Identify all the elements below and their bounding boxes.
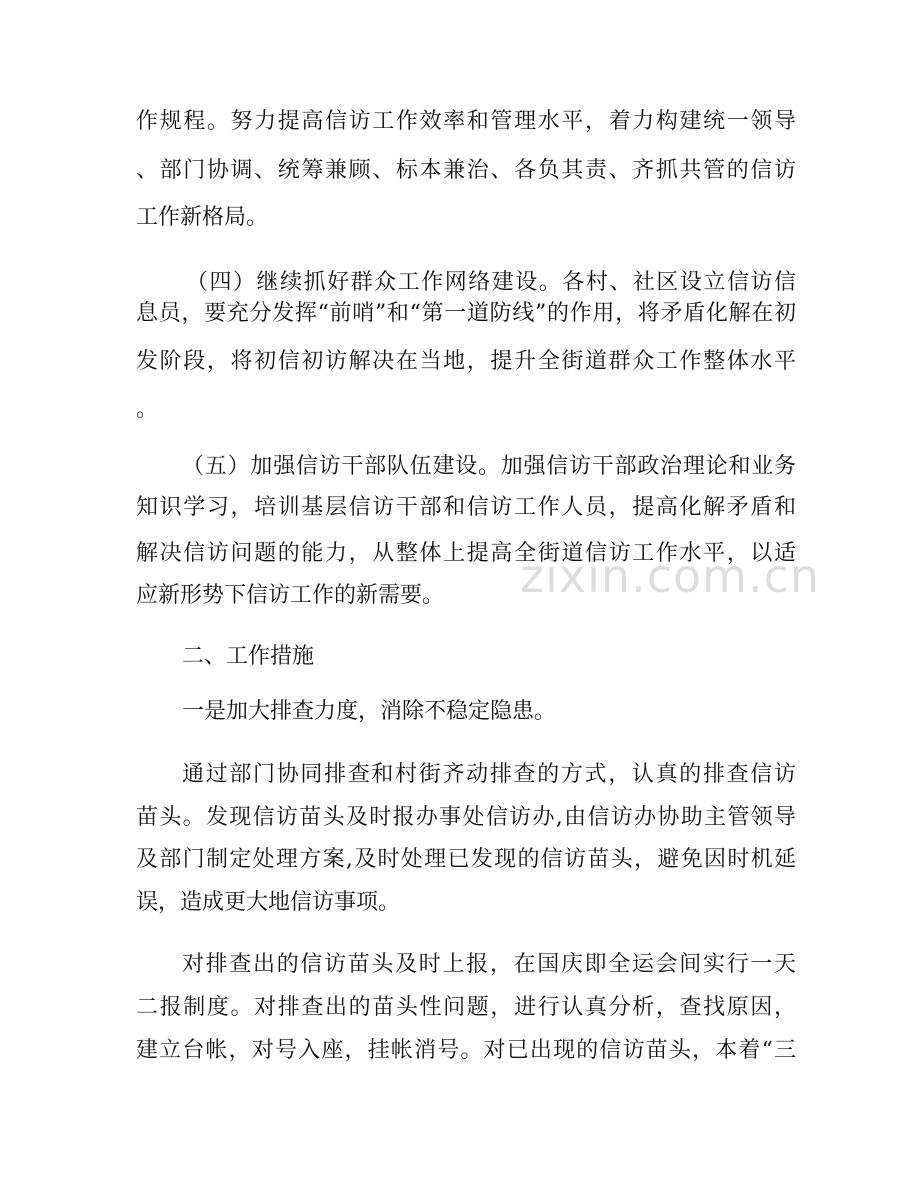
paragraph-heading-5: （五）加强信访干部队伍建设。加强信访干部政治理论和业务 [182,454,796,479]
text-line: 作规程。努力提高信访工作效率和管理水平，着力构建统一领导 [136,109,796,134]
text-line: 误，造成更大地信访事项。 [136,890,401,915]
text-line: 工作新格局。 [136,205,269,230]
paragraph-heading-4: （四）继续抓好群众工作网络建设。各村、社区设立信访信 [186,270,796,295]
text-line: 苗头。发现信访苗头及时报办事处信访办,由信访办协助主管领导 [136,805,796,830]
text-line: 知识学习，培训基层信访干部和信访工作人员，提高化解矛盾和 [136,495,796,520]
subsection-heading: 一是加大排查力度，消除不稳定隐患。 [182,699,557,724]
text-line: 息员，要充分发挥“前哨”和“第一道防线”的作用，将矛盾化解在初 [136,301,796,326]
text-line: 对排查出的信访苗头及时上报，在国庆即全运会间实行一天 [182,952,796,977]
watermark: zixin.com.cn [520,549,821,603]
text-line: 二报制度。对排查出的苗头性问题，进行认真分析，查找原因， [136,995,796,1020]
text-line: 通过部门协同排查和村街齐动排查的方式，认真的排查信访 [182,762,796,787]
text-line: 及部门制定处理方案,及时处理已发现的信访苗头，避免因时机延 [136,847,796,872]
text-line: 应新形势下信访工作的新需要。 [136,583,445,608]
text-line: 、部门协调、统筹兼顾、标本兼治、各负其责、齐抓共管的信访 [136,158,796,183]
section-heading: 二、工作措施 [182,644,315,669]
text-line: 解决信访问题的能力，从整体上提高全街道信访工作水平，以适 [136,541,796,566]
text-line: 。 [136,397,159,422]
text-line: 发阶段，将初信初访解决在当地，提升全街道群众工作整体水平 [136,349,796,374]
text-line: 建立台帐，对号入座，挂帐消号。对已出现的信访苗头，本着“三 [136,1038,796,1063]
